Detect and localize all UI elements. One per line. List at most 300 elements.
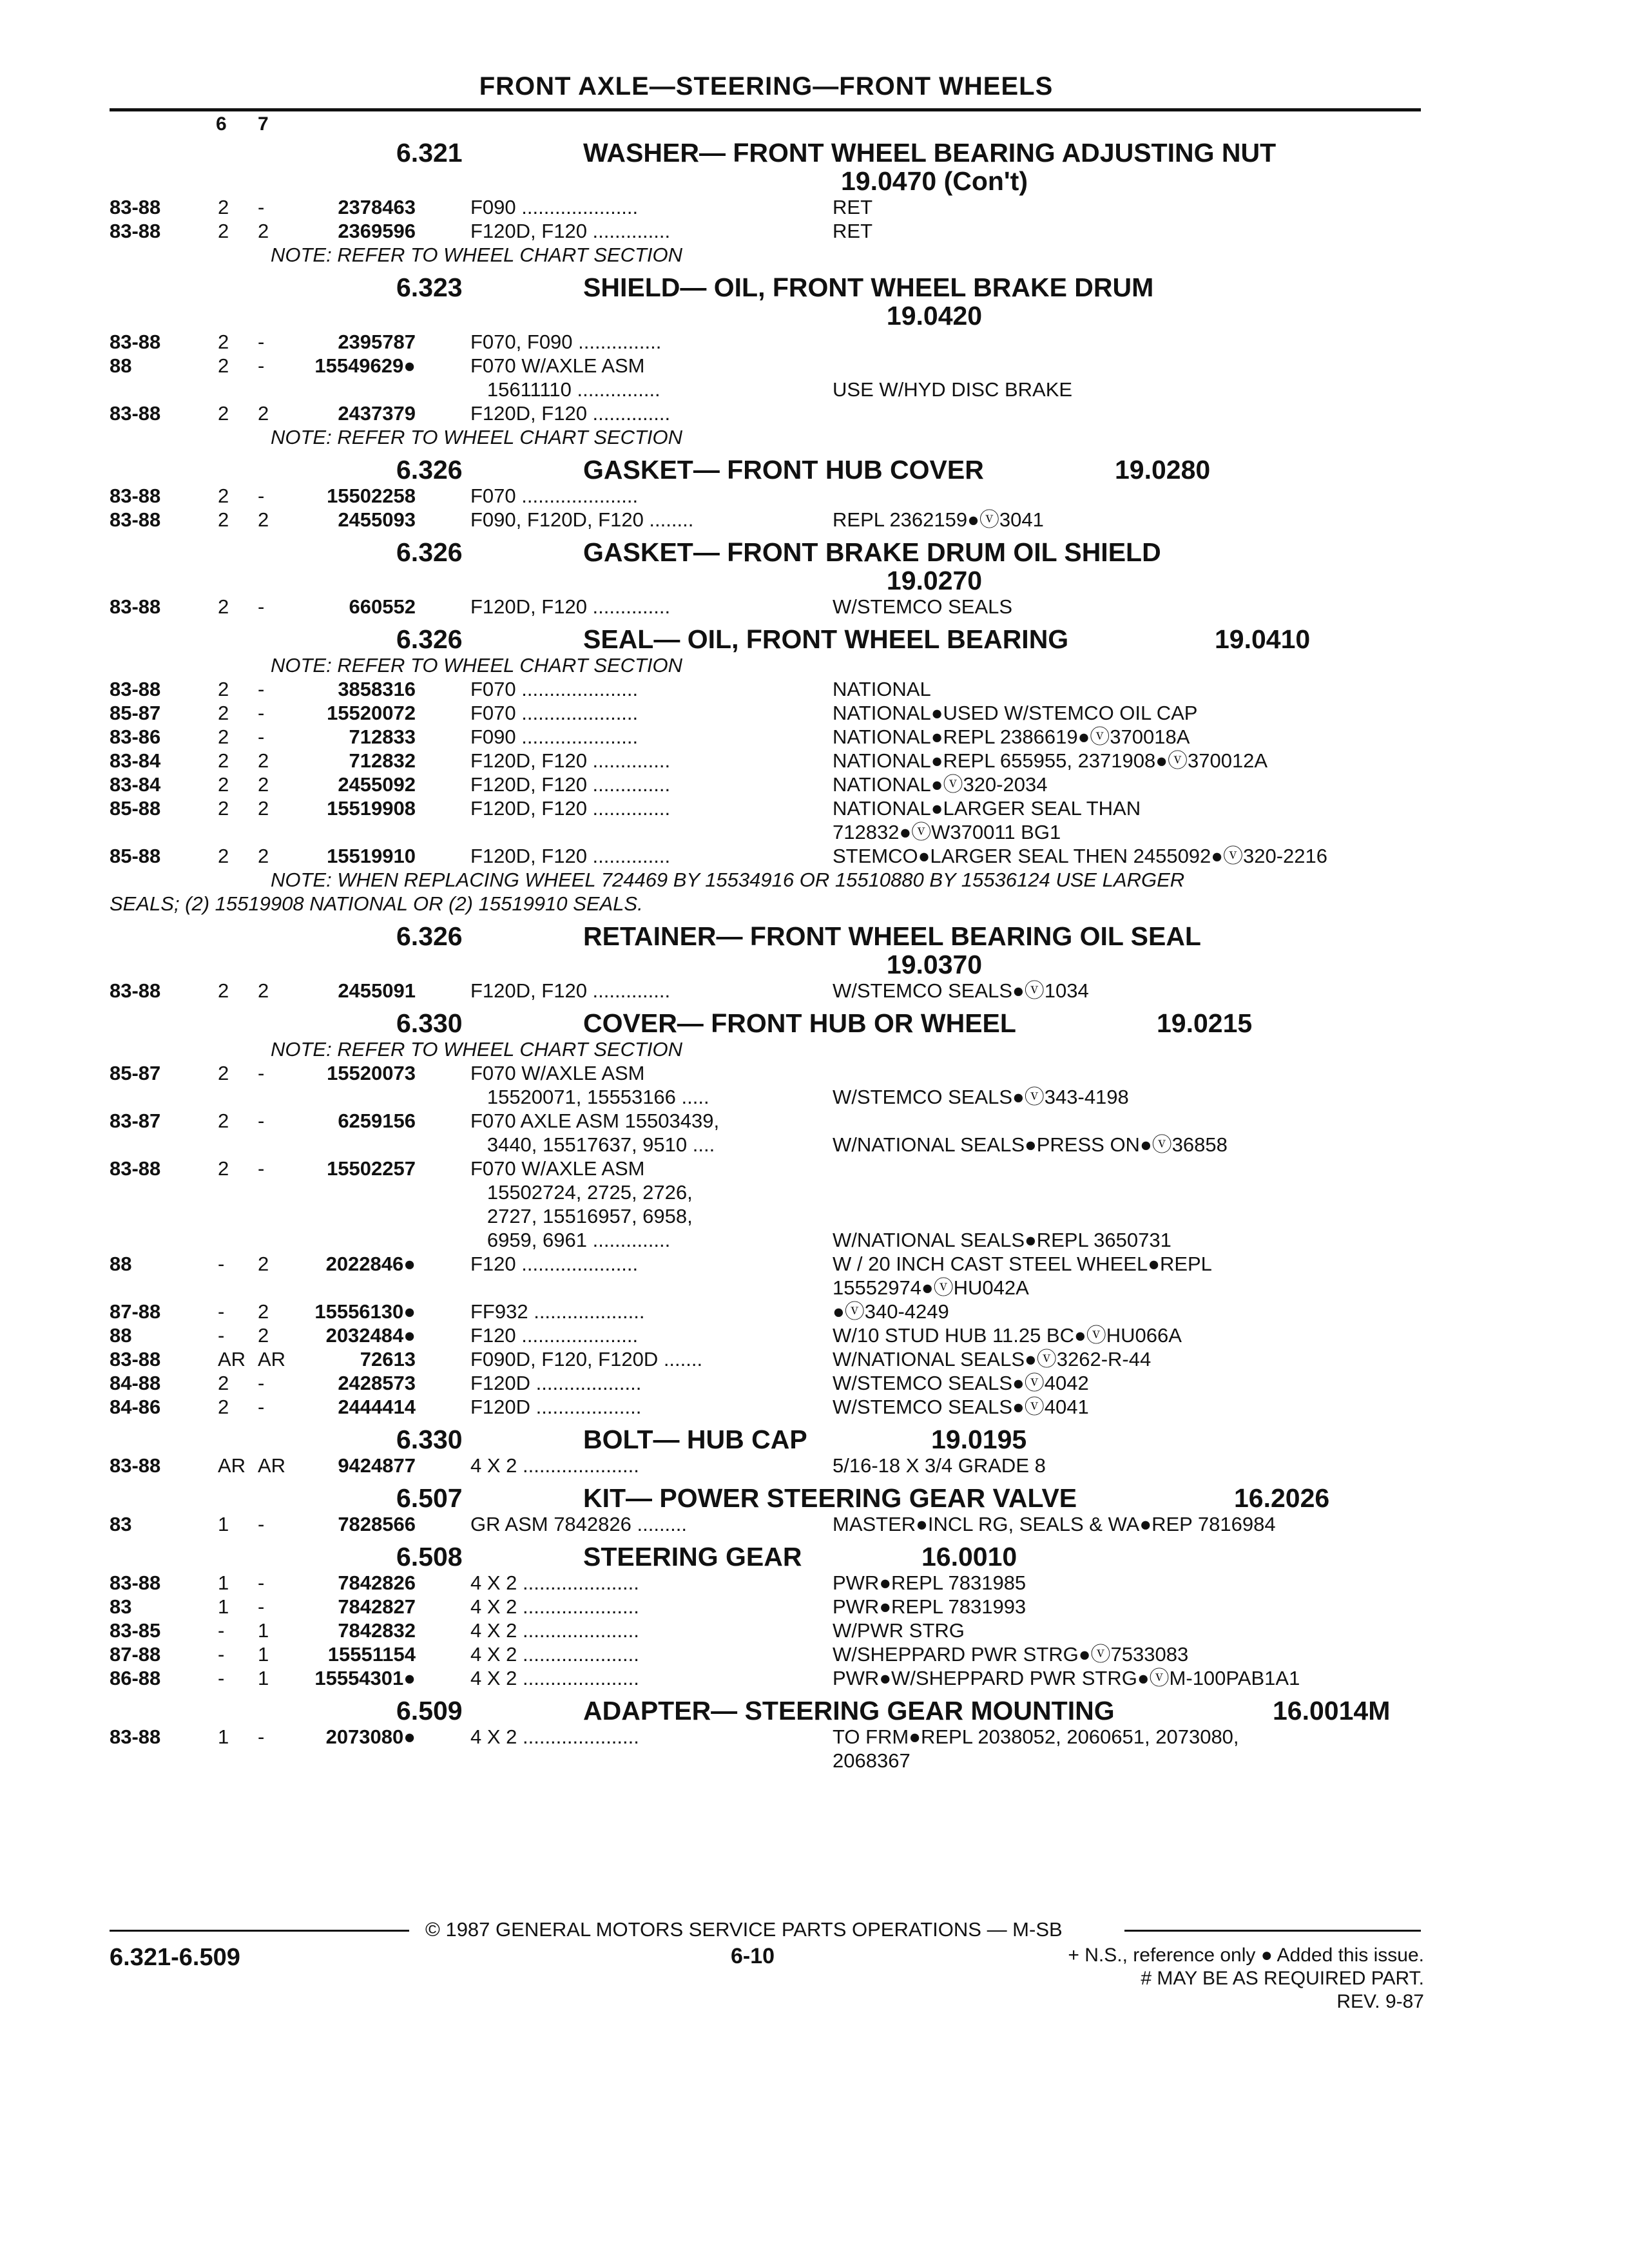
part-number: 2428573 [338,1372,416,1394]
section-heading [110,273,1424,330]
model-usage: F120 ..................... [470,1253,639,1275]
quantity-col-6: 2 [218,845,229,867]
quantity-col-6: - [218,1253,225,1275]
description: W/STEMCO SEALS●ⓥ1034 [833,979,1089,1002]
part-name: GASKET— FRONT BRAKE DRUM OIL SHIELD [583,537,1161,567]
model-years: 83-88 [110,1157,161,1180]
description: USE W/HYD DISC BRAKE [833,378,1073,401]
quantity-col-6: - [218,1300,225,1323]
model-usage: F070 W/AXLE ASM [470,1157,645,1180]
quantity-col-6: 2 [218,749,229,772]
section-heading [110,1696,1424,1725]
description: REPL 2362159●ⓥ3041 [833,508,1044,531]
part-number: 2378463 [338,196,416,218]
model-usage: 4 X 2 ..................... [470,1595,639,1618]
quantity-col-7: - [258,1571,265,1594]
part-row [110,1512,1424,1536]
part-number: 3858316 [338,678,416,700]
part-row [110,844,1424,868]
description: NATIONAL●LARGER SEAL THAN [833,797,1141,820]
description: PWR●REPL 7831985 [833,1571,1027,1594]
description: NATIONAL●ⓥ320-2034 [833,773,1048,796]
part-name: KIT— POWER STEERING GEAR VALVE [583,1483,1077,1513]
model-years: 86-88 [110,1667,161,1689]
quantity-col-7: 1 [258,1667,269,1689]
quantity-col-7: 2 [258,979,269,1002]
group-number: 6.507 [396,1483,463,1513]
model-usage: FF932 .................... [470,1300,645,1323]
section-range: 6.321-6.509 [110,1944,240,1971]
model-usage: F120D ................... [470,1396,642,1418]
part-row [110,219,1424,243]
model-years: 84-88 [110,1372,161,1394]
quantity-col-6: 2 [218,595,229,618]
quantity-col-7: - [258,702,265,724]
model-usage: F120 ..................... [470,1324,639,1347]
quantity-col-6: AR [218,1348,246,1370]
quantity-col-6: 2 [218,678,229,700]
part-number: 2032484● [325,1324,416,1347]
part-row [110,773,1424,796]
catalog-code: 19.0215 [1157,1008,1253,1038]
quantity-col-7: 2 [258,797,269,820]
model-years: 83-87 [110,1110,161,1132]
model-usage: 15502724, 2725, 2726, [470,1181,693,1204]
footer-rule-right [1124,1930,1421,1932]
model-usage: F090D, F120, F120D ....... [470,1348,703,1370]
quantity-col-7: 2 [258,1253,269,1275]
part-row [110,1395,1424,1419]
model-years: 83-85 [110,1619,161,1642]
quantity-col-6: 1 [218,1595,229,1618]
part-name: RETAINER— FRONT WHEEL BEARING OIL SEAL [583,921,1201,951]
model-years: 88 [110,354,132,377]
model-years: 85-88 [110,845,161,867]
quantity-col-7: - [258,1513,265,1535]
note-line: SEALS; (2) 15519908 NATIONAL OR (2) 15519910 SEALS. [110,892,643,915]
model-usage: F120D, F120 .............. [470,773,671,796]
quantity-col-7: - [258,726,265,748]
description: 15552974●ⓥHU042A [833,1276,1029,1299]
group-number: 6.326 [396,624,463,654]
part-number: 660552 [349,595,416,618]
quantity-col-6: 2 [218,979,229,1002]
quantity-col-6: 2 [218,1110,229,1132]
legend-line-2: # MAY BE AS REQUIRED PART. [1141,1968,1424,1989]
catalog-code: 19.0370 [886,950,983,979]
model-usage: 4 X 2 ..................... [470,1571,639,1594]
part-number: 6259156 [338,1110,416,1132]
quantity-col-7: 2 [258,773,269,796]
model-usage: F120D, F120 .............. [470,749,671,772]
group-number: 6.323 [396,273,463,302]
part-row [110,1323,1424,1347]
description: W/NATIONAL SEALS●PRESS ON●ⓥ36858 [833,1133,1228,1156]
description: W/STEMCO SEALS●ⓥ4042 [833,1372,1089,1394]
description: NATIONAL [833,678,931,700]
model-years: 83-88 [110,331,161,353]
part-row [110,820,1424,844]
quantity-col-6: - [218,1643,225,1666]
part-row [110,1371,1424,1395]
part-row [110,508,1424,532]
quantity-col-6: 2 [218,773,229,796]
model-usage: F120D, F120 .............. [470,220,671,242]
model-years: 83 [110,1513,132,1535]
description: W/STEMCO SEALS [833,595,1013,618]
model-years: 85-87 [110,1062,161,1084]
page-number: 6-10 [731,1944,775,1968]
description: W/STEMCO SEALS●ⓥ4041 [833,1396,1089,1418]
quantity-col-7: - [258,1396,265,1418]
model-usage: 2727, 15516957, 6958, [470,1205,693,1227]
part-name: GASKET— FRONT HUB COVER [583,455,984,485]
catalog-code: 16.2026 [1234,1483,1330,1513]
part-row [110,1228,1424,1252]
part-number: 2437379 [338,402,416,425]
section-heading [110,538,1424,595]
quantity-col-6: AR [218,1454,246,1477]
part-number: 7842832 [338,1619,416,1642]
part-row [110,378,1424,401]
quantity-col-7: - [258,1372,265,1394]
section-heading [110,625,1424,653]
page-title: FRONT AXLE—STEERING—FRONT WHEELS [479,72,1054,101]
part-row [110,1061,1424,1085]
quantity-col-7: 2 [258,749,269,772]
quantity-col-6: - [218,1619,225,1642]
model-usage: F070 ..................... [470,485,639,507]
part-row [110,1666,1424,1690]
part-row [110,725,1424,749]
model-usage: F070 W/AXLE ASM [470,354,645,377]
section-heading [110,1009,1424,1037]
description: RET [833,196,872,218]
description: RET [833,220,872,242]
group-number: 6.326 [396,921,463,951]
part-number: 2022846● [325,1253,416,1275]
part-number: 72613 [360,1348,416,1370]
quantity-col-7: - [258,1062,265,1084]
model-years: 83-88 [110,678,161,700]
part-row [110,677,1424,701]
description: W/STEMCO SEALS●ⓥ343-4198 [833,1086,1129,1108]
model-usage: F120D, F120 .............. [470,595,671,618]
quantity-col-6: 2 [218,220,229,242]
quantity-col-6: - [218,1324,225,1347]
model-years: 83-84 [110,749,161,772]
quantity-col-6: 2 [218,702,229,724]
model-usage: F120D, F120 .............. [470,402,671,425]
model-years: 87-88 [110,1300,161,1323]
part-row [110,1642,1424,1666]
group-number: 6.508 [396,1542,463,1571]
part-number: 7828566 [338,1513,416,1535]
quantity-col-6: 2 [218,1062,229,1084]
part-row [110,749,1424,773]
part-row [110,484,1424,508]
model-years: 83 [110,1595,132,1618]
part-name: STEERING GEAR [583,1542,802,1571]
group-number: 6.330 [396,1008,463,1038]
model-years: 85-87 [110,702,161,724]
quantity-col-7: 2 [258,845,269,867]
part-number: 15556130● [314,1300,416,1323]
quantity-col-7: 2 [258,1300,269,1323]
quantity-col-7: 1 [258,1619,269,1642]
note-line: NOTE: REFER TO WHEEL CHART SECTION [271,426,683,448]
model-years: 83-88 [110,595,161,618]
description: W/NATIONAL SEALS●REPL 3650731 [833,1229,1171,1251]
part-number: 15502257 [327,1157,416,1180]
model-usage: 4 X 2 ..................... [470,1667,639,1689]
part-row [110,1571,1424,1595]
part-row [110,1180,1424,1204]
model-usage: 4 X 2 ..................... [470,1619,639,1642]
footer-rule-left [110,1930,409,1932]
quantity-col-6: 2 [218,331,229,353]
note-line: NOTE: REFER TO WHEEL CHART SECTION [271,654,683,677]
model-usage: 3440, 15517637, 9510 .... [470,1133,715,1156]
section-heading [110,1484,1424,1512]
part-number: 15551154 [327,1643,416,1666]
description: W/NATIONAL SEALS●ⓥ3262-R-44 [833,1348,1152,1370]
part-name: COVER— FRONT HUB OR WHEEL [583,1008,1016,1038]
catalog-code: 16.0014M [1273,1696,1391,1725]
quantity-col-6: 2 [218,354,229,377]
model-years: 85-88 [110,797,161,820]
model-years: 83-88 [110,1348,161,1370]
part-number: 7842826 [338,1571,416,1594]
quantity-col-6: 2 [218,508,229,531]
revision: REV. 9-87 [1336,1991,1424,2012]
model-years: 83-88 [110,220,161,242]
description: 5/16-18 X 3/4 GRADE 8 [833,1454,1046,1477]
quantity-col-7: - [258,196,265,218]
description: STEMCO●LARGER SEAL THEN 2455092●ⓥ320-2216 [833,845,1328,867]
part-row [110,701,1424,725]
catalog-code: 19.0410 [1215,624,1311,654]
part-row [110,1347,1424,1371]
model-years: 83-88 [110,979,161,1002]
part-name: SEAL— OIL, FRONT WHEEL BEARING [583,624,1069,654]
quantity-col-7: - [258,331,265,353]
part-number: 15554301● [314,1667,416,1689]
quantity-col-7: 2 [258,1324,269,1347]
model-years: 83-86 [110,726,161,748]
model-years: 83-88 [110,508,161,531]
quantity-col-6: 1 [218,1571,229,1594]
part-row [110,1619,1424,1642]
model-usage: GR ASM 7842826 ......... [470,1513,688,1535]
part-number: 2455093 [338,508,416,531]
column-number-a: 6 [216,113,227,135]
model-usage: F120D, F120 .............. [470,979,671,1002]
part-row [110,1595,1424,1619]
model-usage: 15520071, 15553166 ..... [470,1086,709,1108]
quantity-col-7: 2 [258,220,269,242]
quantity-col-7: AR [258,1454,286,1477]
model-usage: F070 ..................... [470,702,639,724]
description: NATIONAL●USED W/STEMCO OIL CAP [833,702,1198,724]
part-row [110,1085,1424,1109]
quantity-col-6: 2 [218,1157,229,1180]
model-years: 83-88 [110,1571,161,1594]
copyright-line: © 1987 GENERAL MOTORS SERVICE PARTS OPERATIONS — M-SB [425,1918,1063,1941]
part-row [110,1204,1424,1228]
section-heading [110,456,1424,484]
model-usage: F120D, F120 .............. [470,797,671,820]
description: W / 20 INCH CAST STEEL WHEEL●REPL [833,1253,1212,1275]
part-row [110,1749,1424,1773]
model-usage: F070 W/AXLE ASM [470,1062,645,1084]
part-number: 2444414 [338,1396,416,1418]
part-number: 712833 [349,726,416,748]
part-row [110,195,1424,219]
parts-listing [110,132,1424,1773]
quantity-col-6: - [218,1667,225,1689]
model-usage: F090, F120D, F120 ........ [470,508,694,531]
model-years: 83-88 [110,196,161,218]
quantity-col-6: 2 [218,1372,229,1394]
catalog-code: 16.0010 [921,1542,1017,1571]
quantity-col-6: 1 [218,1725,229,1748]
quantity-col-6: 2 [218,726,229,748]
model-years: 83-88 [110,402,161,425]
model-years: 83-84 [110,773,161,796]
quantity-col-6: 2 [218,402,229,425]
quantity-col-7: - [258,354,265,377]
part-row [110,1454,1424,1477]
model-usage: 6959, 6961 .............. [470,1229,671,1251]
part-number: 15519908 [327,797,416,820]
part-number: 2369596 [338,220,416,242]
group-number: 6.326 [396,455,463,485]
part-name: ADAPTER— STEERING GEAR MOUNTING [583,1696,1115,1725]
part-row [110,401,1424,425]
part-name: WASHER— FRONT WHEEL BEARING ADJUSTING NUT [583,138,1277,168]
quantity-col-7: 2 [258,402,269,425]
quantity-col-7: 2 [258,508,269,531]
part-number: 712832 [349,749,416,772]
legend-line-1: + N.S., reference only ● Added this issue. [1068,1945,1424,1966]
quantity-col-6: 2 [218,485,229,507]
part-row [110,354,1424,378]
legend [1068,1944,1424,2013]
catalog-code: 19.0280 [1115,455,1211,485]
note-line: NOTE: REFER TO WHEEL CHART SECTION [271,1038,683,1061]
model-usage: 4 X 2 ..................... [470,1454,639,1477]
part-row [110,1725,1424,1749]
quantity-col-7: - [258,1110,265,1132]
model-usage: 15611110 ............... [470,378,660,401]
part-number: 15520073 [327,1062,416,1084]
group-number: 6.509 [396,1696,463,1725]
note-line: NOTE: REFER TO WHEEL CHART SECTION [271,244,683,266]
part-row [110,979,1424,1003]
part-number: 2395787 [338,331,416,353]
quantity-col-6: 2 [218,196,229,218]
description: ●ⓥ340-4249 [833,1300,949,1323]
part-row [110,1300,1424,1323]
catalog-code: 19.0420 [886,301,983,331]
section-heading [110,1542,1424,1571]
catalog-code: 19.0195 [931,1425,1027,1454]
model-usage: 4 X 2 ..................... [470,1643,639,1666]
model-years: 88 [110,1324,132,1347]
part-number: 9424877 [338,1454,416,1477]
part-number: 2455092 [338,773,416,796]
part-number: 2073080● [325,1725,416,1748]
model-years: 87-88 [110,1643,161,1666]
part-row [110,796,1424,820]
part-number: 15502258 [327,485,416,507]
column-number-b: 7 [258,113,269,135]
quantity-col-7: AR [258,1348,286,1370]
model-usage: F120D, F120 .............. [470,845,671,867]
part-number: 7842827 [338,1595,416,1618]
catalog-code: 19.0470 (Con't) [840,166,1028,196]
model-usage: F120D ................... [470,1372,642,1394]
section-heading [110,922,1424,979]
group-number: 6.326 [396,537,463,567]
model-years: 83-88 [110,485,161,507]
header-rule [110,108,1421,111]
model-years: 88 [110,1253,132,1275]
section-heading [110,1425,1424,1454]
model-usage: F090 ..................... [470,196,639,218]
description: PWR●REPL 7831993 [833,1595,1027,1618]
group-number: 6.330 [396,1425,463,1454]
description: TO FRM●REPL 2038052, 2060651, 2073080, [833,1725,1239,1748]
section-heading [110,139,1424,195]
part-number: 15519910 [327,845,416,867]
part-number: 15549629● [314,354,416,377]
description: MASTER●INCL RG, SEALS & WA●REP 7816984 [833,1513,1276,1535]
part-number: 15520072 [327,702,416,724]
model-usage: F070 ..................... [470,678,639,700]
quantity-col-7: - [258,1595,265,1618]
quantity-col-6: 1 [218,1513,229,1535]
quantity-col-7: - [258,485,265,507]
part-row [110,1252,1424,1276]
note-line: NOTE: WHEN REPLACING WHEEL 724469 BY 15534916 OR 15510880 BY 15536124 USE LARGER [271,869,1185,891]
catalog-code: 19.0270 [886,566,983,595]
description: W/SHEPPARD PWR STRG●ⓥ7533083 [833,1643,1189,1666]
model-usage: F090 ..................... [470,726,639,748]
description: 712832●ⓥW370011 BG1 [833,821,1061,843]
part-row [110,1109,1424,1133]
part-row [110,595,1424,619]
description: W/10 STUD HUB 11.25 BC●ⓥHU066A [833,1324,1182,1347]
model-usage: F070 AXLE ASM 15503439, [470,1110,720,1132]
part-row [110,1157,1424,1180]
model-years: 83-88 [110,1725,161,1748]
quantity-col-7: - [258,595,265,618]
description: 2068367 [833,1749,911,1772]
part-row [110,1276,1424,1300]
model-usage: F070, F090 ............... [470,331,662,353]
part-name: BOLT— HUB CAP [583,1425,807,1454]
quantity-col-7: - [258,678,265,700]
quantity-col-7: - [258,1725,265,1748]
model-usage: 4 X 2 ..................... [470,1725,639,1748]
part-row [110,330,1424,354]
quantity-col-7: - [258,1157,265,1180]
part-number: 2455091 [338,979,416,1002]
quantity-col-6: 2 [218,1396,229,1418]
group-number: 6.321 [396,138,463,168]
